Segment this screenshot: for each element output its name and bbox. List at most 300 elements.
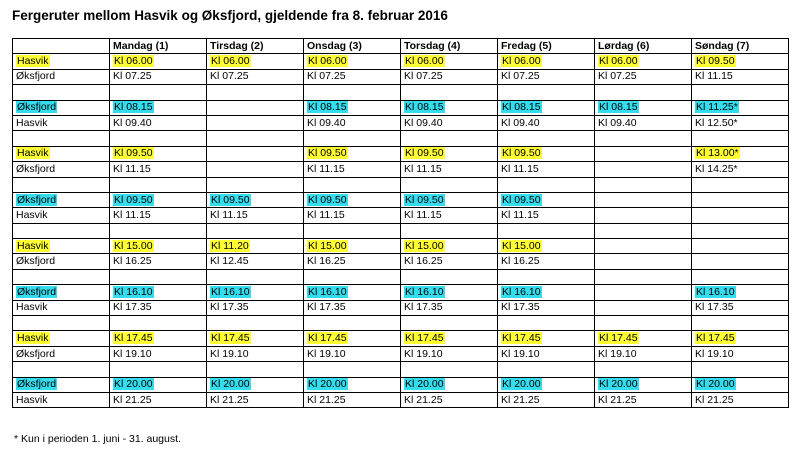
departure-time: Kl 21.25 (210, 393, 249, 406)
departure-cell (110, 285, 207, 300)
departure-time: Kl 11.15 (404, 208, 442, 221)
departure-cell (595, 239, 692, 254)
departure-time: Kl 21.25 (307, 393, 346, 406)
departure-cell (207, 331, 304, 346)
departure-cell (692, 146, 789, 161)
departure-time: Kl 09.50 (114, 193, 153, 206)
departure-cell (692, 362, 789, 377)
departure-time: Kl 17.45 (308, 332, 347, 345)
departure-cell (692, 115, 789, 130)
departure-cell (401, 208, 498, 223)
stop-name-cell (13, 192, 110, 207)
departure-cell (401, 69, 498, 84)
departure-time: Kl 17.35 (695, 301, 734, 314)
stop-name-cell (13, 377, 110, 392)
departure-cell (304, 254, 401, 269)
departure-cell (595, 362, 692, 377)
departure-time: Kl 20.00 (502, 378, 541, 391)
departure-cell (595, 115, 692, 130)
departure-cell (692, 331, 789, 346)
departure-cell (110, 69, 207, 84)
departure-cell (692, 85, 789, 100)
departure-cell (110, 131, 207, 146)
departure-cell (207, 177, 304, 192)
departure-cell (110, 223, 207, 238)
departure-cell (401, 54, 498, 69)
departure-cell (595, 146, 692, 161)
departure-time: Kl 11.15 (307, 208, 345, 221)
departure-time: Kl 16.25 (501, 255, 540, 268)
header-cell: Mandag (1) (110, 39, 207, 54)
departure-cell (595, 346, 692, 361)
stop-name: Øksfjord (17, 378, 57, 391)
departure-time: Kl 17.45 (405, 332, 444, 345)
table-row (13, 362, 789, 377)
departure-cell (498, 100, 595, 115)
departure-cell (304, 177, 401, 192)
stop-name-cell (13, 223, 110, 238)
page-title: Fergeruter mellom Hasvik og Øksfjord, gjeldende fra 8. februar 2016 (12, 8, 448, 23)
departure-cell (207, 377, 304, 392)
stop-name-cell (13, 285, 110, 300)
departure-cell (304, 316, 401, 331)
departure-cell (498, 331, 595, 346)
departure-time: Kl 09.50 (308, 193, 347, 206)
departure-time: Kl 21.25 (113, 393, 152, 406)
table-row (13, 300, 789, 315)
departure-time: Kl 17.35 (501, 301, 540, 314)
departure-time: Kl 09.40 (404, 116, 443, 129)
departure-cell (498, 131, 595, 146)
departure-time: Kl 17.45 (599, 332, 638, 345)
header-cell: Lørdag (6) (595, 39, 692, 54)
departure-time: Kl 08.15 (599, 101, 638, 114)
departure-time: Kl 08.15 (502, 101, 541, 114)
table-row (13, 192, 789, 207)
header-cell (13, 39, 110, 54)
table-row (13, 392, 789, 407)
departure-time: Kl 11.15 (210, 208, 248, 221)
departure-cell (595, 85, 692, 100)
departure-time: Kl 19.10 (404, 347, 443, 360)
departure-time: Kl 19.10 (501, 347, 540, 360)
departure-cell (110, 146, 207, 161)
departure-cell (110, 254, 207, 269)
departure-cell (692, 208, 789, 223)
stop-name-cell (13, 300, 110, 315)
stop-name: Øksfjord (16, 162, 56, 175)
stop-name: Hasvik (17, 55, 49, 68)
departure-cell (110, 208, 207, 223)
departure-cell (207, 69, 304, 84)
stop-name-cell (13, 316, 110, 331)
departure-cell (692, 300, 789, 315)
table-row (13, 162, 789, 177)
departure-cell (498, 254, 595, 269)
departure-cell (595, 285, 692, 300)
departure-time: Kl 15.00 (114, 239, 153, 252)
ferry-schedule-table (12, 38, 789, 408)
stop-name-cell (13, 392, 110, 407)
departure-cell (207, 254, 304, 269)
departure-time: Kl 08.15 (114, 101, 153, 114)
departure-cell (110, 377, 207, 392)
departure-time: Kl 20.00 (211, 378, 250, 391)
departure-cell (304, 131, 401, 146)
departure-cell (401, 300, 498, 315)
departure-cell (498, 177, 595, 192)
departure-cell (401, 177, 498, 192)
departure-cell (595, 208, 692, 223)
departure-cell (595, 392, 692, 407)
stop-name-cell (13, 131, 110, 146)
departure-time: Kl 17.45 (114, 332, 153, 345)
stop-name-cell (13, 162, 110, 177)
departure-cell (692, 392, 789, 407)
departure-cell (401, 316, 498, 331)
stop-name-cell (13, 362, 110, 377)
stop-name: Øksfjord (17, 285, 57, 298)
departure-time: Kl 17.35 (113, 301, 152, 314)
departure-cell (595, 100, 692, 115)
departure-time: Kl 17.35 (307, 301, 346, 314)
departure-time: Kl 09.40 (598, 116, 637, 129)
departure-time: Kl 11.15 (404, 162, 442, 175)
departure-cell (207, 362, 304, 377)
departure-cell (110, 239, 207, 254)
stop-name-cell (13, 239, 110, 254)
departure-time: Kl 11.15 (307, 162, 345, 175)
departure-cell (401, 285, 498, 300)
table-row (13, 131, 789, 146)
departure-cell (498, 69, 595, 84)
departure-cell (401, 269, 498, 284)
departure-cell (304, 208, 401, 223)
departure-time: Kl 16.25 (113, 255, 152, 268)
departure-time: Kl 07.25 (404, 70, 443, 83)
departure-time: Kl 09.50 (114, 147, 153, 160)
stop-name-cell (13, 69, 110, 84)
departure-time: Kl 09.50 (405, 193, 444, 206)
departure-cell (595, 223, 692, 238)
stop-name: Hasvik (16, 116, 48, 129)
table-row (13, 85, 789, 100)
departure-cell (401, 115, 498, 130)
departure-time: Kl 19.10 (695, 347, 734, 360)
header-cell: Fredag (5) (498, 39, 595, 54)
departure-cell (304, 100, 401, 115)
departure-time: Kl 08.15 (405, 101, 444, 114)
departure-cell (692, 223, 789, 238)
departure-time: Kl 07.25 (598, 70, 637, 83)
departure-cell (207, 239, 304, 254)
departure-time: Kl 21.25 (404, 393, 443, 406)
departure-time: Kl 20.00 (599, 378, 638, 391)
stop-name-cell (13, 208, 110, 223)
departure-time: Kl 06.00 (308, 55, 347, 68)
departure-cell (498, 269, 595, 284)
departure-time: Kl 15.00 (308, 239, 347, 252)
departure-cell (595, 331, 692, 346)
departure-time: Kl 17.45 (211, 332, 250, 345)
departure-cell (595, 377, 692, 392)
departure-cell (401, 392, 498, 407)
departure-time: Kl 06.00 (114, 55, 153, 68)
departure-cell (595, 131, 692, 146)
table-row (13, 285, 789, 300)
departure-time: Kl 19.10 (210, 347, 249, 360)
departure-cell (595, 69, 692, 84)
departure-time: Kl 16.10 (114, 285, 153, 298)
departure-cell (304, 362, 401, 377)
departure-cell (110, 177, 207, 192)
departure-time: Kl 11.15 (113, 162, 151, 175)
stop-name-cell (13, 146, 110, 161)
stop-name-cell (13, 254, 110, 269)
stop-name-cell (13, 346, 110, 361)
header-cell: Onsdag (3) (304, 39, 401, 54)
departure-cell (595, 162, 692, 177)
table-row (13, 146, 789, 161)
departure-cell (401, 377, 498, 392)
table-row (13, 54, 789, 69)
departure-time: Kl 06.00 (502, 55, 541, 68)
departure-time: Kl 11.20 (211, 239, 249, 252)
departure-cell (401, 254, 498, 269)
departure-cell (110, 362, 207, 377)
departure-cell (692, 377, 789, 392)
departure-cell (401, 331, 498, 346)
departure-cell (498, 54, 595, 69)
stop-name: Hasvik (17, 332, 49, 345)
departure-time: Kl 13.00* (696, 147, 739, 160)
stop-name: Øksfjord (17, 193, 57, 206)
departure-cell (498, 392, 595, 407)
departure-time: Kl 07.25 (501, 70, 540, 83)
departure-cell (207, 316, 304, 331)
departure-cell (401, 362, 498, 377)
departure-cell (110, 192, 207, 207)
departure-cell (401, 85, 498, 100)
departure-cell (110, 162, 207, 177)
stop-name-cell (13, 54, 110, 69)
departure-cell (304, 223, 401, 238)
departure-cell (595, 192, 692, 207)
departure-cell (401, 192, 498, 207)
stop-name-cell (13, 115, 110, 130)
departure-time: Kl 07.25 (210, 70, 249, 83)
departure-time: Kl 19.10 (598, 347, 637, 360)
departure-cell (207, 392, 304, 407)
departure-cell (401, 346, 498, 361)
departure-time: Kl 09.50 (502, 147, 541, 160)
departure-cell (304, 85, 401, 100)
departure-cell (401, 100, 498, 115)
departure-cell (498, 223, 595, 238)
departure-cell (304, 392, 401, 407)
departure-cell (595, 254, 692, 269)
departure-cell (498, 162, 595, 177)
departure-cell (692, 177, 789, 192)
departure-cell (304, 54, 401, 69)
departure-cell (207, 269, 304, 284)
departure-time: Kl 09.50 (696, 55, 735, 68)
stop-name: Øksfjord (17, 101, 57, 114)
footnote: * Kun i perioden 1. juni - 31. august. (14, 433, 181, 445)
departure-time: Kl 19.10 (307, 347, 346, 360)
departure-cell (110, 85, 207, 100)
table-row (13, 377, 789, 392)
departure-time: Kl 06.00 (405, 55, 444, 68)
stop-name-cell (13, 331, 110, 346)
table-row (13, 269, 789, 284)
table-row (13, 346, 789, 361)
departure-cell (595, 316, 692, 331)
departure-time: Kl 07.25 (113, 70, 152, 83)
stop-name: Hasvik (17, 239, 49, 252)
departure-time: Kl 08.15 (308, 101, 347, 114)
departure-cell (498, 192, 595, 207)
departure-cell (401, 239, 498, 254)
departure-cell (304, 146, 401, 161)
departure-time: Kl 11.15 (695, 70, 733, 83)
departure-time: Kl 09.40 (501, 116, 540, 129)
departure-time: Kl 11.15 (501, 162, 539, 175)
departure-time: Kl 16.25 (404, 255, 443, 268)
departure-time: Kl 09.40 (307, 116, 346, 129)
departure-cell (304, 69, 401, 84)
departure-cell (498, 362, 595, 377)
departure-cell (692, 69, 789, 84)
departure-cell (498, 115, 595, 130)
departure-cell (498, 300, 595, 315)
departure-cell (207, 54, 304, 69)
header-row (13, 39, 789, 54)
departure-cell (207, 223, 304, 238)
departure-time: Kl 16.25 (307, 255, 346, 268)
departure-cell (304, 331, 401, 346)
departure-time: Kl 06.00 (211, 55, 250, 68)
departure-time: Kl 17.35 (404, 301, 443, 314)
departure-cell (110, 54, 207, 69)
departure-cell (692, 269, 789, 284)
departure-cell (110, 115, 207, 130)
departure-time: Kl 17.35 (210, 301, 249, 314)
departure-cell (692, 162, 789, 177)
departure-time: Kl 11.15 (501, 208, 539, 221)
departure-cell (304, 300, 401, 315)
departure-time: Kl 16.10 (502, 285, 541, 298)
departure-cell (401, 146, 498, 161)
departure-cell (304, 239, 401, 254)
stop-name: Hasvik (17, 147, 49, 160)
departure-cell (207, 300, 304, 315)
departure-time: Kl 19.10 (113, 347, 152, 360)
departure-cell (207, 285, 304, 300)
table-row (13, 316, 789, 331)
departure-cell (304, 269, 401, 284)
departure-time: Kl 07.25 (307, 70, 346, 83)
departure-time: Kl 17.45 (502, 332, 541, 345)
departure-cell (401, 162, 498, 177)
departure-cell (207, 115, 304, 130)
departure-time: Kl 20.00 (114, 378, 153, 391)
table-row (13, 208, 789, 223)
departure-time: Kl 15.00 (405, 239, 444, 252)
departure-time: Kl 17.45 (696, 332, 735, 345)
departure-cell (692, 254, 789, 269)
departure-cell (692, 131, 789, 146)
stop-name-cell (13, 177, 110, 192)
departure-cell (595, 300, 692, 315)
stop-name: Øksfjord (16, 255, 56, 268)
departure-cell (304, 192, 401, 207)
departure-cell (110, 346, 207, 361)
departure-cell (304, 377, 401, 392)
table-row (13, 331, 789, 346)
table-row (13, 239, 789, 254)
departure-cell (498, 316, 595, 331)
departure-cell (110, 392, 207, 407)
departure-cell (692, 316, 789, 331)
departure-cell (207, 208, 304, 223)
departure-time: Kl 16.10 (308, 285, 347, 298)
departure-cell (207, 192, 304, 207)
stop-name: Hasvik (16, 301, 48, 314)
departure-cell (401, 131, 498, 146)
departure-time: Kl 09.40 (113, 116, 152, 129)
table-row (13, 177, 789, 192)
table-row (13, 69, 789, 84)
departure-cell (304, 285, 401, 300)
stop-name: Øksfjord (16, 70, 56, 83)
header-cell: Torsdag (4) (401, 39, 498, 54)
departure-time: Kl 12.50* (695, 116, 738, 129)
departure-time: Kl 16.10 (405, 285, 444, 298)
departure-cell (498, 377, 595, 392)
stop-name: Hasvik (16, 208, 48, 221)
departure-cell (110, 316, 207, 331)
departure-cell (207, 85, 304, 100)
departure-cell (498, 85, 595, 100)
departure-cell (498, 208, 595, 223)
departure-time: Kl 16.10 (696, 285, 735, 298)
departure-time: Kl 09.50 (405, 147, 444, 160)
stop-name: Øksfjord (16, 347, 56, 360)
stop-name-cell (13, 269, 110, 284)
table-row (13, 223, 789, 238)
header-cell: Søndag (7) (692, 39, 789, 54)
departure-cell (110, 331, 207, 346)
departure-cell (207, 146, 304, 161)
departure-time: Kl 14.25* (695, 162, 738, 175)
departure-cell (304, 115, 401, 130)
departure-cell (207, 162, 304, 177)
departure-cell (498, 146, 595, 161)
table-row (13, 254, 789, 269)
table-row (13, 115, 789, 130)
departure-time: Kl 20.00 (405, 378, 444, 391)
departure-cell (207, 346, 304, 361)
departure-cell (692, 239, 789, 254)
stop-name-cell (13, 100, 110, 115)
departure-cell (595, 177, 692, 192)
departure-cell (595, 54, 692, 69)
departure-time: Kl 21.25 (598, 393, 637, 406)
departure-cell (110, 100, 207, 115)
departure-time: Kl 11.15 (113, 208, 151, 221)
stop-name-cell (13, 85, 110, 100)
